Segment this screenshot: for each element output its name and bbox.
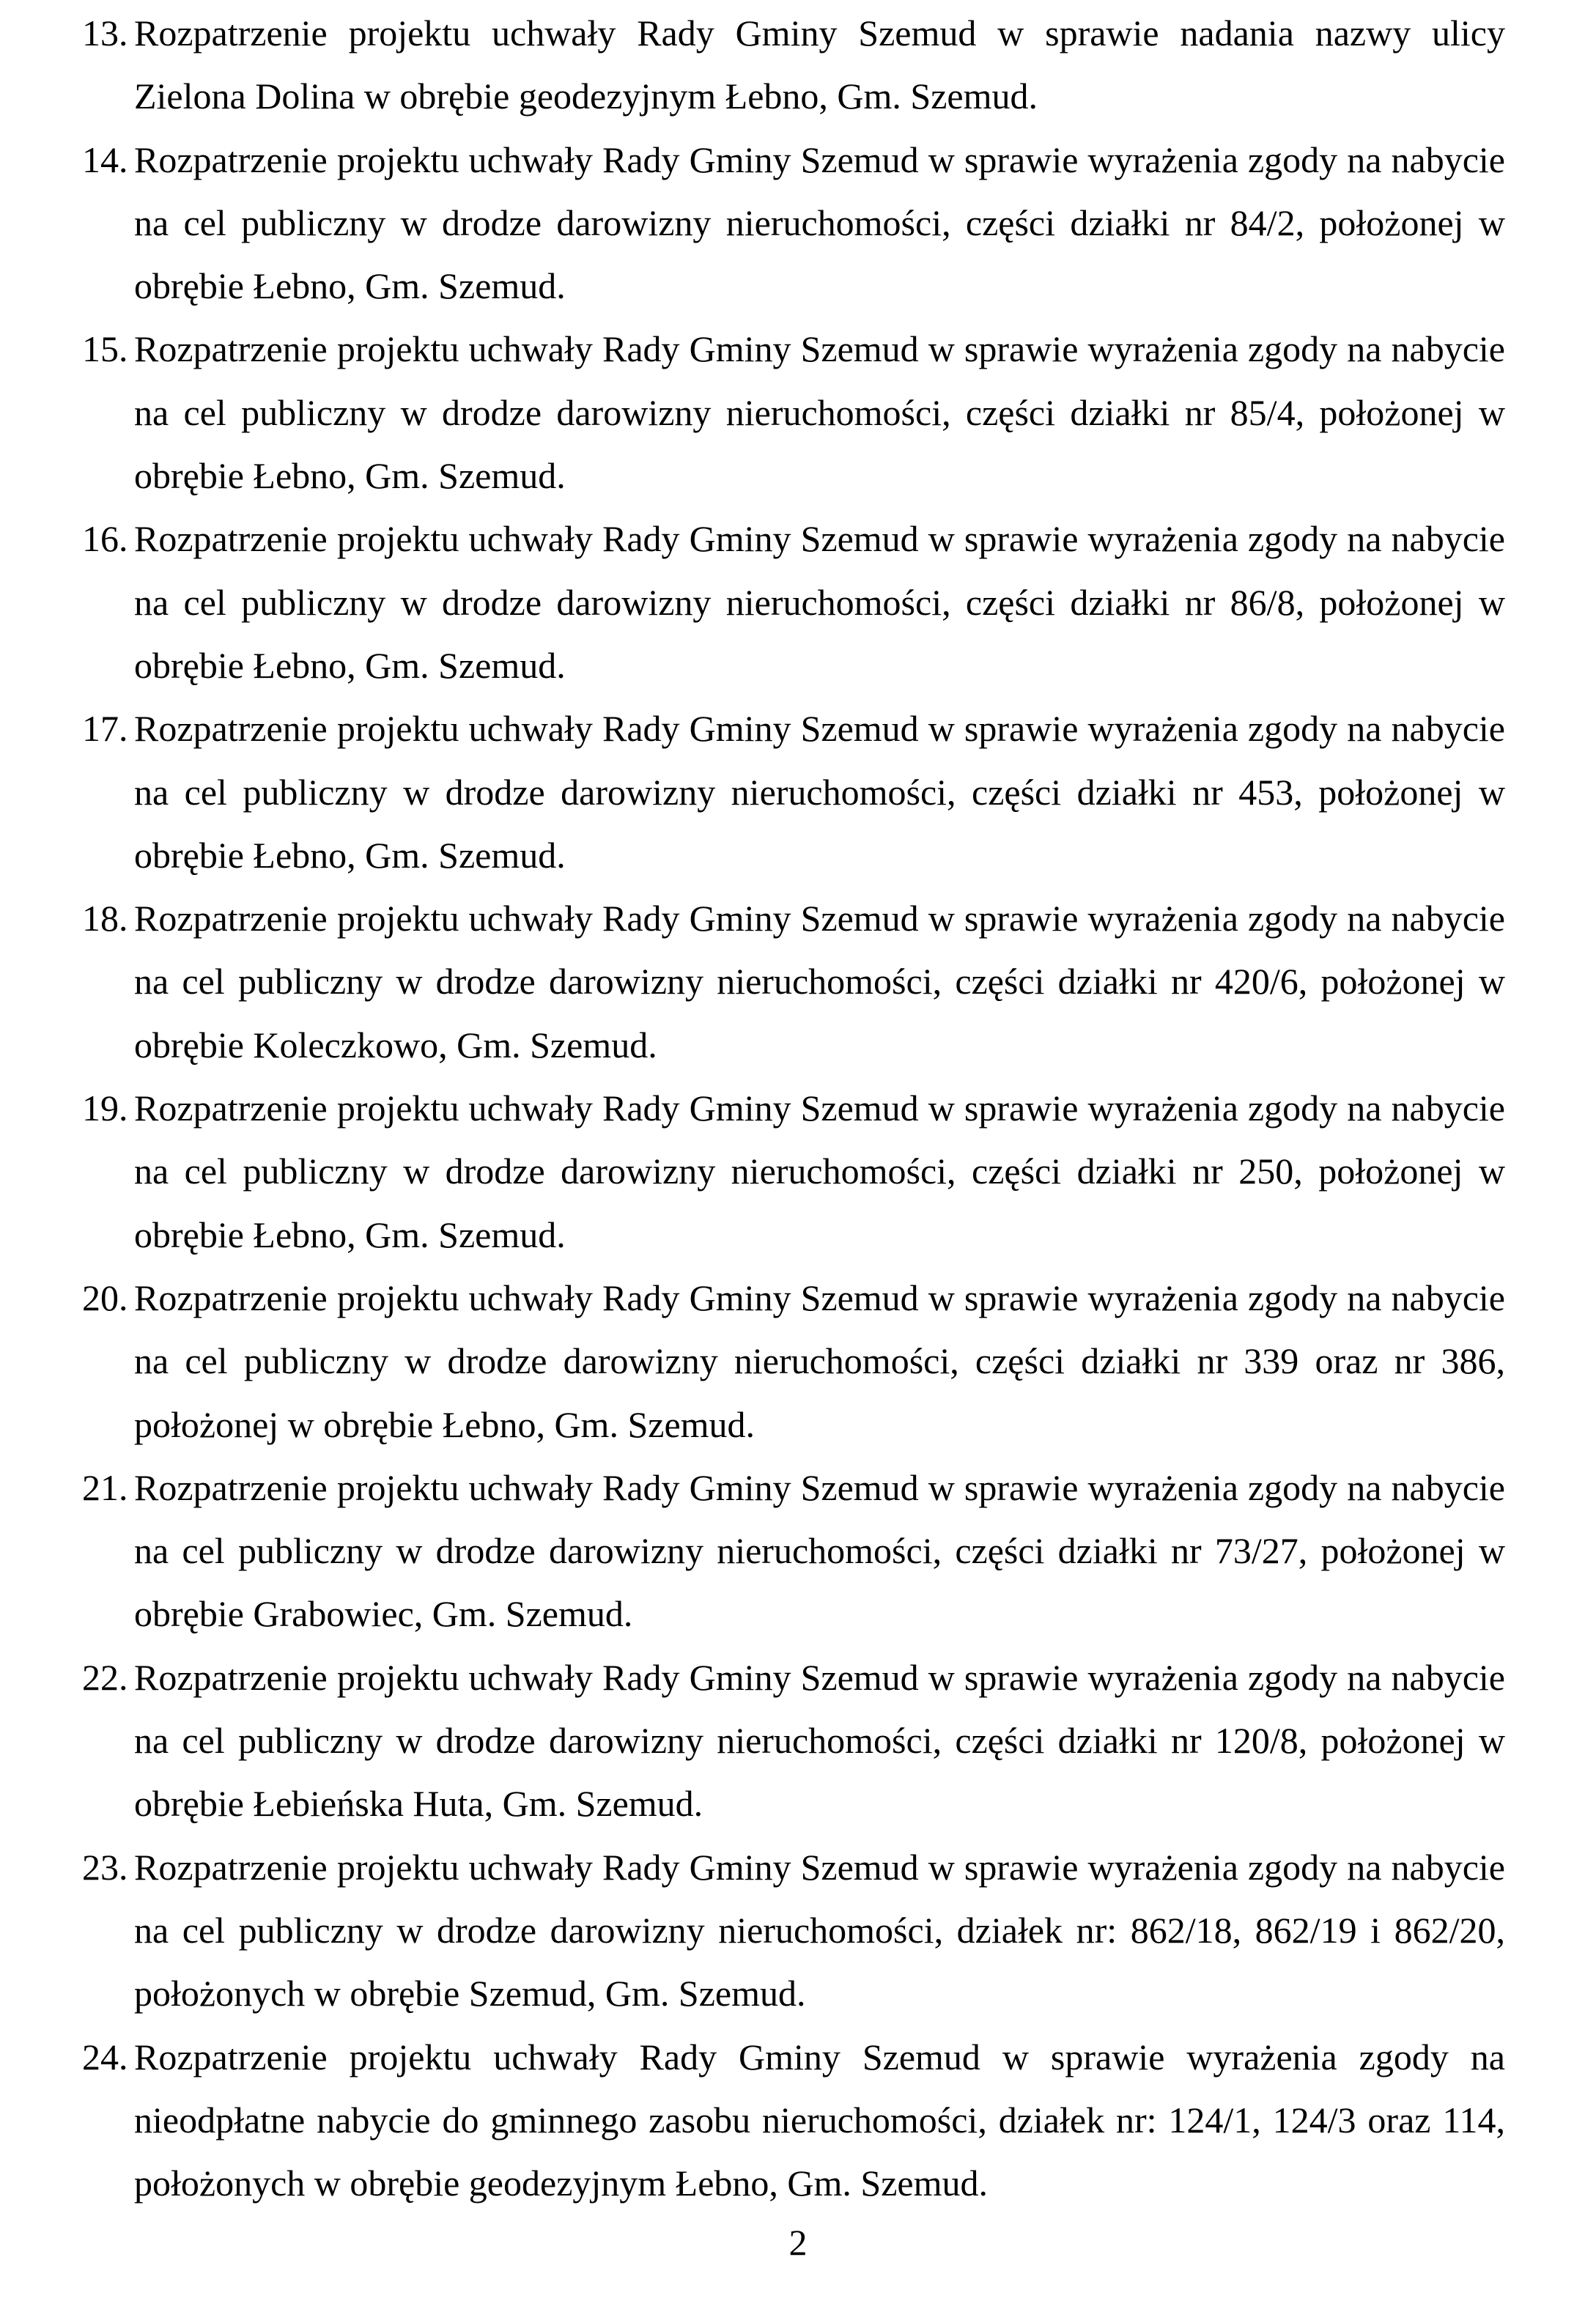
item-number: 18. (82, 898, 128, 939)
item-number: 21. (82, 1466, 128, 1508)
agenda-item-14 (82, 128, 1505, 318)
agenda-item-15 (82, 317, 1505, 507)
page-number: 2 (788, 2222, 808, 2263)
item-text: Rozpatrzenie projektu uchwały Rady Gminy Szemud w sprawie wyrażenia zgody na nabycie na cel publiczny w drodze darowizny nieruchomości, części działki nr 339 oraz nr 386, położonej w obrębie Łebno, Gm. Szemud. (134, 1277, 1505, 1445)
item-text: Rozpatrzenie projektu uchwały Rady Gminy Szemud w sprawie wyrażenia zgody na nabycie na cel publiczny w drodze darowizny nieruchomości, części działki nr 120/8, położonej w obrębie Łebieńska Huta, Gm. Szemud. (134, 1656, 1505, 1825)
item-text: Rozpatrzenie projektu uchwały Rady Gminy Szemud w sprawie wyrażenia zgody na nabycie na cel publiczny w drodze darowizny nieruchomości, części działki nr 84/2, położonej w obrębie Łebno, Gm. Szemud. (134, 139, 1505, 307)
agenda-item-13 (82, 1, 1505, 128)
agenda-list (82, 1, 1505, 2215)
item-text: Rozpatrzenie projektu uchwały Rady Gminy Szemud w sprawie wyrażenia zgody na nabycie na cel publiczny w drodze darowizny nieruchomości, części działki nr 86/8, położonej w obrębie Łebno, Gm. Szemud. (134, 518, 1505, 686)
agenda-item-16 (82, 507, 1505, 697)
item-number: 24. (82, 2036, 128, 2078)
item-number: 20. (82, 1277, 128, 1318)
item-text: Rozpatrzenie projektu uchwały Rady Gminy Szemud w sprawie wyrażenia zgody na nabycie na cel publiczny w drodze darowizny nieruchomości, działek nr: 862/18, 862/19 i 862/20, położonych w obrębie Szemud, Gm. Szemud. (134, 1846, 1505, 2014)
agenda-item-23 (82, 1836, 1505, 2025)
item-text: Rozpatrzenie projektu uchwały Rady Gminy Szemud w sprawie wyrażenia zgody na nabycie na cel publiczny w drodze darowizny nieruchomości, części działki nr 453, położonej w obrębie Łebno, Gm. Szemud. (134, 708, 1505, 876)
item-number: 19. (82, 1087, 128, 1129)
item-number: 17. (82, 708, 128, 750)
agenda-item-22 (82, 1646, 1505, 1836)
item-text: Rozpatrzenie projektu uchwały Rady Gminy Szemud w sprawie wyrażenia zgody na nabycie na cel publiczny w drodze darowizny nieruchomości, części działki nr 420/6, położonej w obrębie Koleczkowo, Gm. Szemud. (134, 898, 1505, 1065)
item-number: 23. (82, 1846, 128, 1888)
item-number: 13. (82, 12, 128, 53)
item-number: 22. (82, 1656, 128, 1698)
item-text: Rozpatrzenie projektu uchwały Rady Gminy Szemud w sprawie wyrażenia zgody na nabycie na cel publiczny w drodze darowizny nieruchomości, części działki nr 73/27, położonej w obrębie Grabowiec, Gm. Szemud. (134, 1466, 1505, 1635)
item-text: Rozpatrzenie projektu uchwały Rady Gminy Szemud w sprawie nadania nazwy ulicy Zielona Dolina w obrębie geodezyjnym Łebno, Gm. Szemud. (134, 12, 1505, 117)
item-text: Rozpatrzenie projektu uchwały Rady Gminy Szemud w sprawie wyrażenia zgody na nieodpłatne nabycie do gminnego zasobu nieruchomości, działek nr: 124/1, 124/3 oraz 114, położonych w obrębie geodezyjnym Łebno, Gm. Szemud. (134, 2036, 1505, 2204)
item-number: 16. (82, 518, 128, 560)
item-number: 14. (82, 139, 128, 180)
agenda-item-21 (82, 1456, 1505, 1646)
agenda-item-18 (82, 887, 1505, 1076)
item-number: 15. (82, 328, 128, 370)
agenda-item-19 (82, 1076, 1505, 1266)
agenda-item-17 (82, 697, 1505, 887)
item-text: Rozpatrzenie projektu uchwały Rady Gminy Szemud w sprawie wyrażenia zgody na nabycie na cel publiczny w drodze darowizny nieruchomości, części działki nr 85/4, położonej w obrębie Łebno, Gm. Szemud. (134, 328, 1505, 497)
agenda-item-20 (82, 1266, 1505, 1456)
item-text: Rozpatrzenie projektu uchwały Rady Gminy Szemud w sprawie wyrażenia zgody na nabycie na cel publiczny w drodze darowizny nieruchomości, części działki nr 250, położonej w obrębie Łebno, Gm. Szemud. (134, 1087, 1505, 1255)
agenda-item-24 (82, 2025, 1505, 2215)
